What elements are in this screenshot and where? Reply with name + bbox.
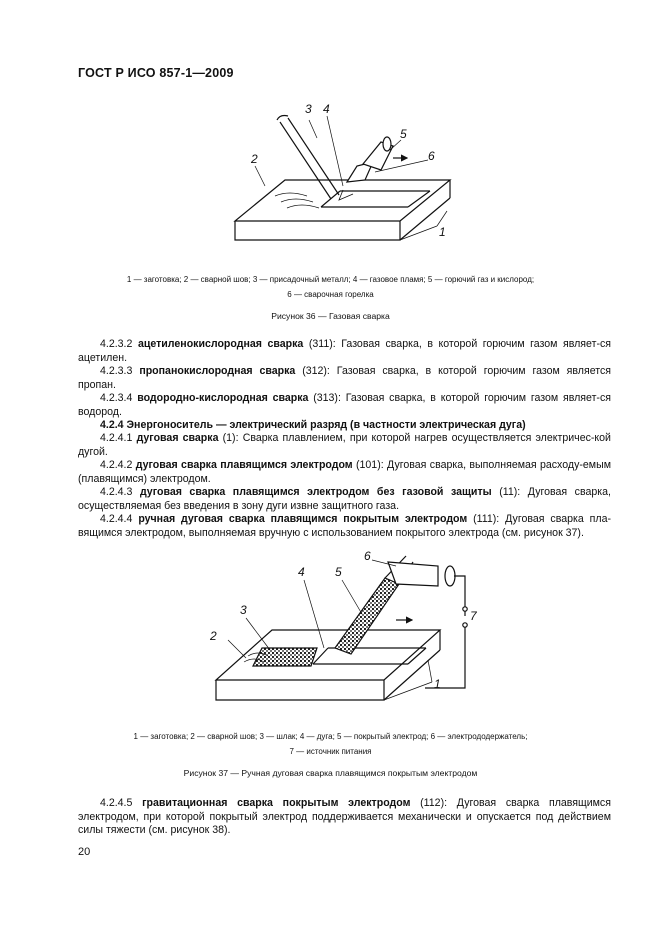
figure-37-arc-welding-diagram [200,548,490,718]
fig36-legend-line1: 1 — заготовка; 2 — сварной шов; 3 — присадочный металл; 4 — газовое пламя; 5 — горючий газ и кислород; [126,275,535,284]
fig36-legend-line2: 6 — сварочная горелка [287,290,374,299]
paragraph-4-2-3-3: 4.2.3.3 пропанокислородная сварка (312): Газовая сварка, в которой горючим газом является пропан. [78,365,611,391]
paragraph-4-2-4-3: 4.2.4.3 дуговая сварка плавящимся электродом без газовой защиты (11): Дуговая сварка, осуществляемая без введения в зону дуги извне защитного газа. [78,486,611,512]
fig36-label-3: 3 [305,102,312,116]
fig36-label-6: 6 [428,149,435,163]
fig37-label-1: 1 [434,677,441,691]
fig37-legend-line1: 1 — заготовка; 2 — сварной шов; 3 — шлак; 4 — дуга; 5 — покрытый электрод; 6 — электрододержатель; [133,732,528,741]
fig37-label-4: 4 [298,565,305,579]
figure-36-legend [70,272,591,302]
paragraph-4-2-4-1: 4.2.4.1 дуговая сварка (1): Сварка плавлением, при которой нагрев осуществляется электричес-кой дугой. [78,432,611,458]
paragraph-4-2-4-5: 4.2.4.5 гравитационная сварка покрытым электродом (112): Дуговая сварка плавящимся электродом, при которой покрытый электрод поддерживается механически и опускается под действием силы тяжести (см. рисунок 38). [78,797,611,836]
fig36-label-2: 2 [251,152,258,166]
fig37-label-3: 3 [240,603,247,617]
paragraph-4-2-3-2: 4.2.3.2 ацетиленокислородная сварка (311): Газовая сварка, в которой горючим газом являет-ся ацетилен. [78,338,611,364]
figure-37-legend [70,729,591,759]
fig37-label-2: 2 [210,629,217,643]
paragraph-4-2-4-2: 4.2.4.2 дуговая сварка плавящимся электродом (101): Дуговая сварка, выполняемая расходу-емым (плавящимся) электродом. [78,459,611,485]
fig37-label-5: 5 [335,565,342,579]
paragraph-4-2-4-4: 4.2.4.4 ручная дуговая сварка плавящимся покрытым электродом (111): Дуговая сварка пла-вящимся электродом, выполняемая вручную с использованием покрытого электрода (см. рисунок 37). [78,513,611,539]
figure-36-caption: Рисунок 36 — Газовая сварка [271,311,390,321]
page-number: 20 [78,846,91,858]
figure-36-gas-welding-diagram [225,98,465,248]
section-4-2-4-heading: 4.2.4 Энергоноситель — электрический разряд (в частности электрическая дуга) [100,419,526,431]
figure-37-caption: Рисунок 37 — Ручная дуговая сварка плавящимся покрытым электродом [183,768,478,778]
fig37-label-6: 6 [364,549,371,563]
fig36-label-5: 5 [400,127,407,141]
fig36-label-1: 1 [439,225,446,239]
paragraph-4-2-3-4: 4.2.3.4 водородно-кислородная сварка (313): Газовая сварка, в которой горючим газом являет-ся водород. [78,392,611,418]
fig37-label-7: 7 [470,609,477,623]
document-header: ГОСТ Р ИСО 857-1—2009 [78,66,234,80]
fig36-label-4: 4 [323,102,330,116]
fig37-legend-line2: 7 — источник питания [289,747,372,756]
